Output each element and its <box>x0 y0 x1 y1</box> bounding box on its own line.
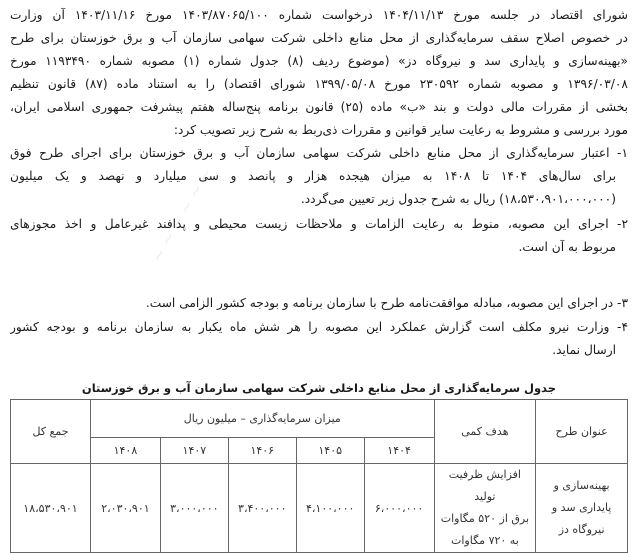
cell-value: ۴،۱۰۰،۰۰۰ <box>296 464 364 553</box>
clause-3 <box>10 292 628 315</box>
table-header-row <box>11 400 628 438</box>
header-project-title: عنوان طرح <box>536 400 628 464</box>
clause-line: ۳- در اجرای این مصوبه، مبادله موافقت‌نامه طرح با سازمان برنامه و بودجه کشور الزامی است. <box>145 296 628 310</box>
cell-value: ۳،۴۰۰،۰۰۰ <box>228 464 296 553</box>
intro-paragraph <box>10 4 628 142</box>
cell-line: پایداری سد و <box>551 501 612 514</box>
intro-line: بخشی از مقررات مالی دولت و بند «ب» ماده (۲۵) قانون برنامه پنج‌ساله هفتم پیشرفت جمهوری اسلامی ایران، <box>10 100 628 114</box>
header-year: ۱۴۰۴ <box>364 438 434 464</box>
header-total: جمع کل <box>11 400 91 464</box>
cell-value: ۲،۰۳۰،۹۰۱ <box>90 464 160 553</box>
clause-line: مربوط به آن است. <box>518 240 616 254</box>
watermark: ~ ~ ~ ~ ~ ~ <box>147 164 217 266</box>
header-year: ۱۴۰۸ <box>90 438 160 464</box>
cell-line: نیروگاه دز <box>558 523 605 536</box>
clause-line: ۲- اجرای این مصوبه، منوط به رعایت الزامات و ملاحظات زیست محیطی و پدافند غیرعامل و اخذ مجوزهای <box>10 217 628 231</box>
cell-line: بهینه‌سازی و <box>553 479 610 492</box>
header-quantitative-goal: هدف کمی <box>434 400 536 464</box>
cell-line: برق از ۵۲۰ مگاوات <box>440 512 530 525</box>
cell-line: افزایش ظرفیت تولید <box>448 468 521 503</box>
intro-line: شورای اقتصاد در جلسه مورخ ۱۴۰۴/۱۱/۱۳ درخواست شماره ۱۴۰۳/۸۷۰۶۵/۱۰۰ مورخ ۱۴۰۳/۱۱/۱۶ آن وزارت <box>10 8 628 22</box>
clause-line: برای سال‌های ۱۴۰۴ تا ۱۴۰۸ به میزان هیجده هزار و پانصد و سی میلیارد و نهصد و یک میلیون <box>10 169 617 183</box>
header-year: ۱۴۰۵ <box>296 438 364 464</box>
cell-project-title <box>536 464 628 553</box>
cell-total: ۱۸،۵۳۰،۹۰۱ <box>11 464 91 553</box>
intro-line: در خصوص اصلاح سقف سرمایه‌گذاری از محل منابع داخلی شرکت سهامی سازمان آب و برق خوزستان برای طرح <box>10 31 628 45</box>
header-year: ۱۴۰۷ <box>160 438 228 464</box>
clause-1 <box>10 142 628 211</box>
clause-line: (۱۸،۵۳۰،۹۰۱،۰۰۰،۰۰۰) ریال به شرح جدول زیر تعیین می‌گردد. <box>300 192 616 206</box>
intro-line: ۱۳۹۶/۰۳/۰۸ و مصوبه شماره ۲۳۰۵۹۲ مورخ ۱۳۹۹/۰۵/۰۸ شورای اقتصاد) را به استناد ماده (۸۷) قانون تنظیم <box>10 77 628 91</box>
header-year: ۱۴۰۶ <box>228 438 296 464</box>
cell-value: ۳،۰۰۰،۰۰۰ <box>160 464 228 553</box>
clause-line: ۴- وزارت نیرو مکلف است گزارش عملکرد این مصوبه را هر شش ماه یکبار به سازمان برنامه و بودجه کشور <box>10 320 628 334</box>
clause-line: ارسال نماید. <box>552 343 616 357</box>
intro-line: «بهینه‌سازی و پایداری سد و نیروگاه دز» (موضوع ردیف (۸) جدول شماره (۱) مصوبه شماره ۱۱۹۳۴۹۰ مورخ <box>10 54 628 68</box>
table-row <box>11 464 628 553</box>
intro-line: مورد بررسی و مشروط به رعایت سایر قوانین و مقررات ذی‌ربط به شرح زیر تصویب کرد: <box>173 123 628 137</box>
header-investment-group: میزان سرمایه‌گذاری – میلیون ریال <box>90 400 434 438</box>
cell-line: به ۷۲۰ مگاوات <box>451 534 519 547</box>
table-title: جدول سرمایه‌گذاری از محل منابع داخلی شرکت سهامی سازمان آب و برق خوزستان <box>81 381 557 395</box>
clause-line: ۱- اعتبار سرمایه‌گذاری از محل منابع داخلی شرکت سهامی سازمان آب و برق خوزستان برای اجرای طرح فوق <box>10 146 628 160</box>
investment-table <box>10 399 628 553</box>
clause-2 <box>10 213 628 259</box>
cell-value: ۶،۰۰۰،۰۰۰ <box>364 464 434 553</box>
clause-4 <box>10 316 628 362</box>
cell-quantitative-goal <box>434 464 536 553</box>
